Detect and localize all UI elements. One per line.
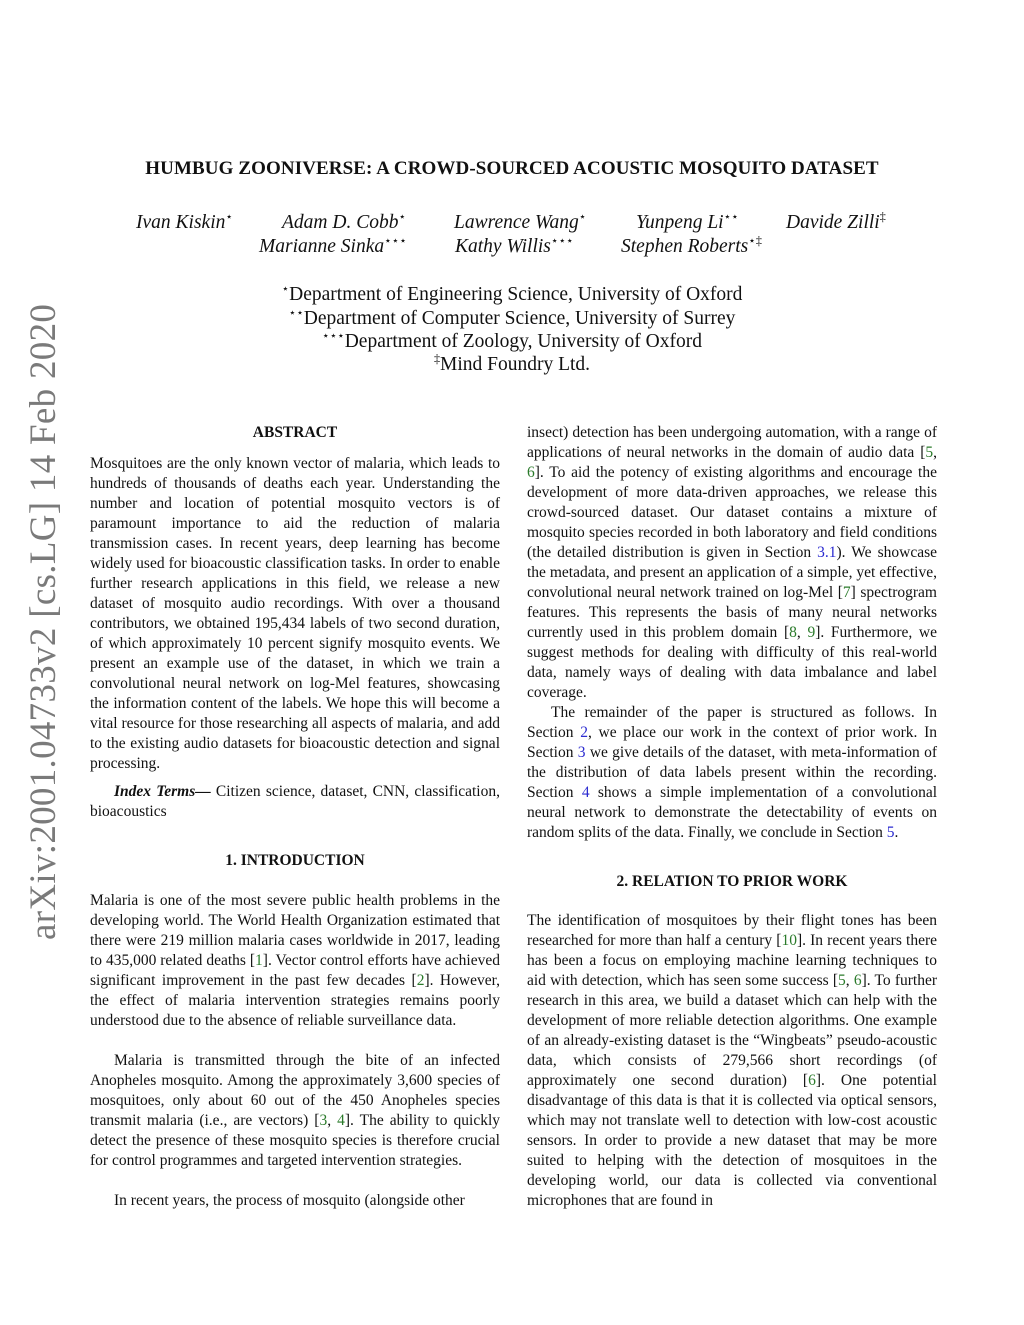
section-link[interactable]: 4 — [581, 784, 590, 801]
introduction-heading: 1. INTRODUCTION — [225, 852, 365, 869]
section-link[interactable]: 3.1 — [817, 544, 837, 561]
author-6: Marianne Sinka⋆⋆⋆ — [259, 233, 407, 257]
citation-link[interactable]: 1 — [255, 952, 263, 969]
citation-link[interactable]: 6 — [853, 972, 862, 989]
citation-link[interactable]: 7 — [842, 584, 851, 601]
structure-paragraph: The remainder of the paper is structured as follows. In Section 2, we place our work in the context of prior work. In Section 3 we give details of the dataset, with meta-information of the distribution of data labels present within the recording. Section 4 shows a simple implementation of a convolutional neural network to demonstrate the detectability of events on random splits of the data. Finally, we conclude in Section 5. — [527, 704, 938, 841]
arxiv-identifier: arXiv:2001.04733v2 [cs.LG] 14 Feb 2020 — [23, 303, 64, 940]
author-5: Davide Zilli‡ — [786, 209, 886, 233]
citation-link[interactable]: 6 — [808, 1072, 816, 1089]
affiliation-4: ‡Mind Foundry Ltd. — [433, 351, 591, 375]
intro-paragraph-1: Malaria is one of the most severe public health problems in the developing world. The World Health Organization estimated that there were 219 million malaria cases worldwide in 2017, leading to 435,000 related deaths [1]. Vector control efforts have achieved significant improvement in the past few decades [2]. However, the effect of malaria intervention strategies remains poorly understood due to the absence of reliable surveillance data. — [90, 892, 500, 1029]
intro-paragraph-3: In recent years, the process of mosquito (alongside other — [114, 1192, 465, 1209]
author-2: Adam D. Cobb⋆ — [282, 209, 407, 233]
affiliation-3: ⋆⋆⋆Department of Zoology, University of Oxford — [322, 328, 702, 352]
section-link[interactable]: 2 — [580, 724, 588, 741]
intro-paragraph-2: Malaria is transmitted through the bite of an infected Anopheles mosquito. Among the approximately 3,600 species of mosquitoes, only about 60 out of the 450 Anopheles species transmit malaria (i.e., are vectors) [3, 4]. The ability to quickly detect the presence of these mosquito species is therefore crucial for control programmes and targeted intervention strategies. — [90, 1052, 501, 1169]
prior-work-heading: 2. RELATION TO PRIOR WORK — [616, 873, 848, 890]
citation-link[interactable]: 9 — [807, 624, 816, 641]
section-link[interactable]: 5 — [886, 824, 895, 841]
citation-link[interactable]: 5 — [925, 444, 934, 461]
abstract-text: Mosquitoes are the only known vector of malaria, which leads to hundreds of thousands of deaths each year. Understanding the number and location of potential mosquito vectors is of paramount importance to aid the reduction of malaria transmission cases. In recent years, deep learning has become widely used for bioacoustic classification tasks. In order to enable further research applications in this field, we release a new dataset of mosquito audio recordings. With over a thousand contributors, we obtained 195,434 labels of two second duration, of which approximately 10 percent signify mosquito events. We present an example use of the dataset, in which we train a convolutional neural network on log-Mel features, showcasing the information content of the labels. We hope this will become a vital resource for those researching all aspects of malaria, and add to the existing audio datasets for bioacoustic detection and signal processing. — [90, 455, 500, 772]
prior-work-paragraph: The identification of mosquitoes by their flight tones has been researched for more than half a century [10]. In recent years there has been a focus on employing machine learning techniques to aid with detection, which has seen some success [5, 6]. To further research in this area, we build a dataset which can help with the development of more reliable detection algorithms. One example of an already-existing dataset is the “Wingbeats” pseudo-acoustic data, which consists of 279,566 short recordings (of approximately one second duration) [6]. One potential disadvantage of this data is that it is collected via optical sensors, which may not translate well to detection with low-cost acoustic sensors. In order to provide a new dataset that may be more suited to helping with the detection of mosquitoes in the developing world, our data is collected via conventional microphones that are found in — [527, 912, 938, 1209]
intro-continued-paragraph: insect) detection has been undergoing automation, with a range of applications of neural networks in the domain of audio data [5, 6]. To aid the potency of existing algorithms and encourage the development of more data-driven approaches, we release this crowd-sourced dataset. Our dataset contains a mixture of mosquito species recorded in both laboratory and field conditions (the detailed distribution is given in Section 3.1). We showcase the metadata, and present an application of a simple, yet effective, convolutional neural network trained on log-Mel [7] spectrogram features. This represents the basis of many neural networks currently used in this problem domain [8, 9]. Furthermore, we suggest methods for dealing with difficulty of this real-world data, namely ways of dealing with data imbalance and label coverage. — [527, 424, 937, 701]
citation-link[interactable]: 2 — [416, 972, 425, 989]
section-link[interactable]: 3 — [577, 744, 586, 761]
author-4: Yunpeng Li⋆⋆ — [636, 209, 739, 233]
affiliation-2: ⋆⋆Department of Computer Science, University of Surrey — [288, 305, 736, 329]
citation-link[interactable]: 10 — [781, 932, 797, 949]
author-8: Stephen Roberts⋆‡ — [621, 233, 762, 257]
affiliation-1: ⋆Department of Engineering Science, University of Oxford — [281, 281, 743, 305]
citation-link[interactable]: 3 — [319, 1112, 328, 1129]
index-terms-text: Citizen science, dataset, CNN, classification, bioacoustics — [90, 783, 500, 820]
citation-link[interactable]: 8 — [789, 624, 797, 641]
citation-link[interactable]: 4 — [337, 1112, 345, 1129]
author-3: Lawrence Wang⋆ — [454, 209, 587, 233]
citation-link[interactable]: 5 — [838, 972, 846, 989]
index-terms — [90, 782, 500, 822]
citation-link[interactable]: 6 — [527, 464, 535, 481]
paper-title: HUMBUG ZOONIVERSE: A CROWD-SOURCED ACOUSTIC MOSQUITO DATASET — [145, 158, 879, 179]
author-1: Ivan Kiskin⋆ — [136, 209, 233, 233]
author-7: Kathy Willis⋆⋆⋆ — [455, 233, 574, 257]
index-terms-label: Index Terms— — [114, 783, 211, 800]
abstract-heading: ABSTRACT — [252, 424, 338, 441]
